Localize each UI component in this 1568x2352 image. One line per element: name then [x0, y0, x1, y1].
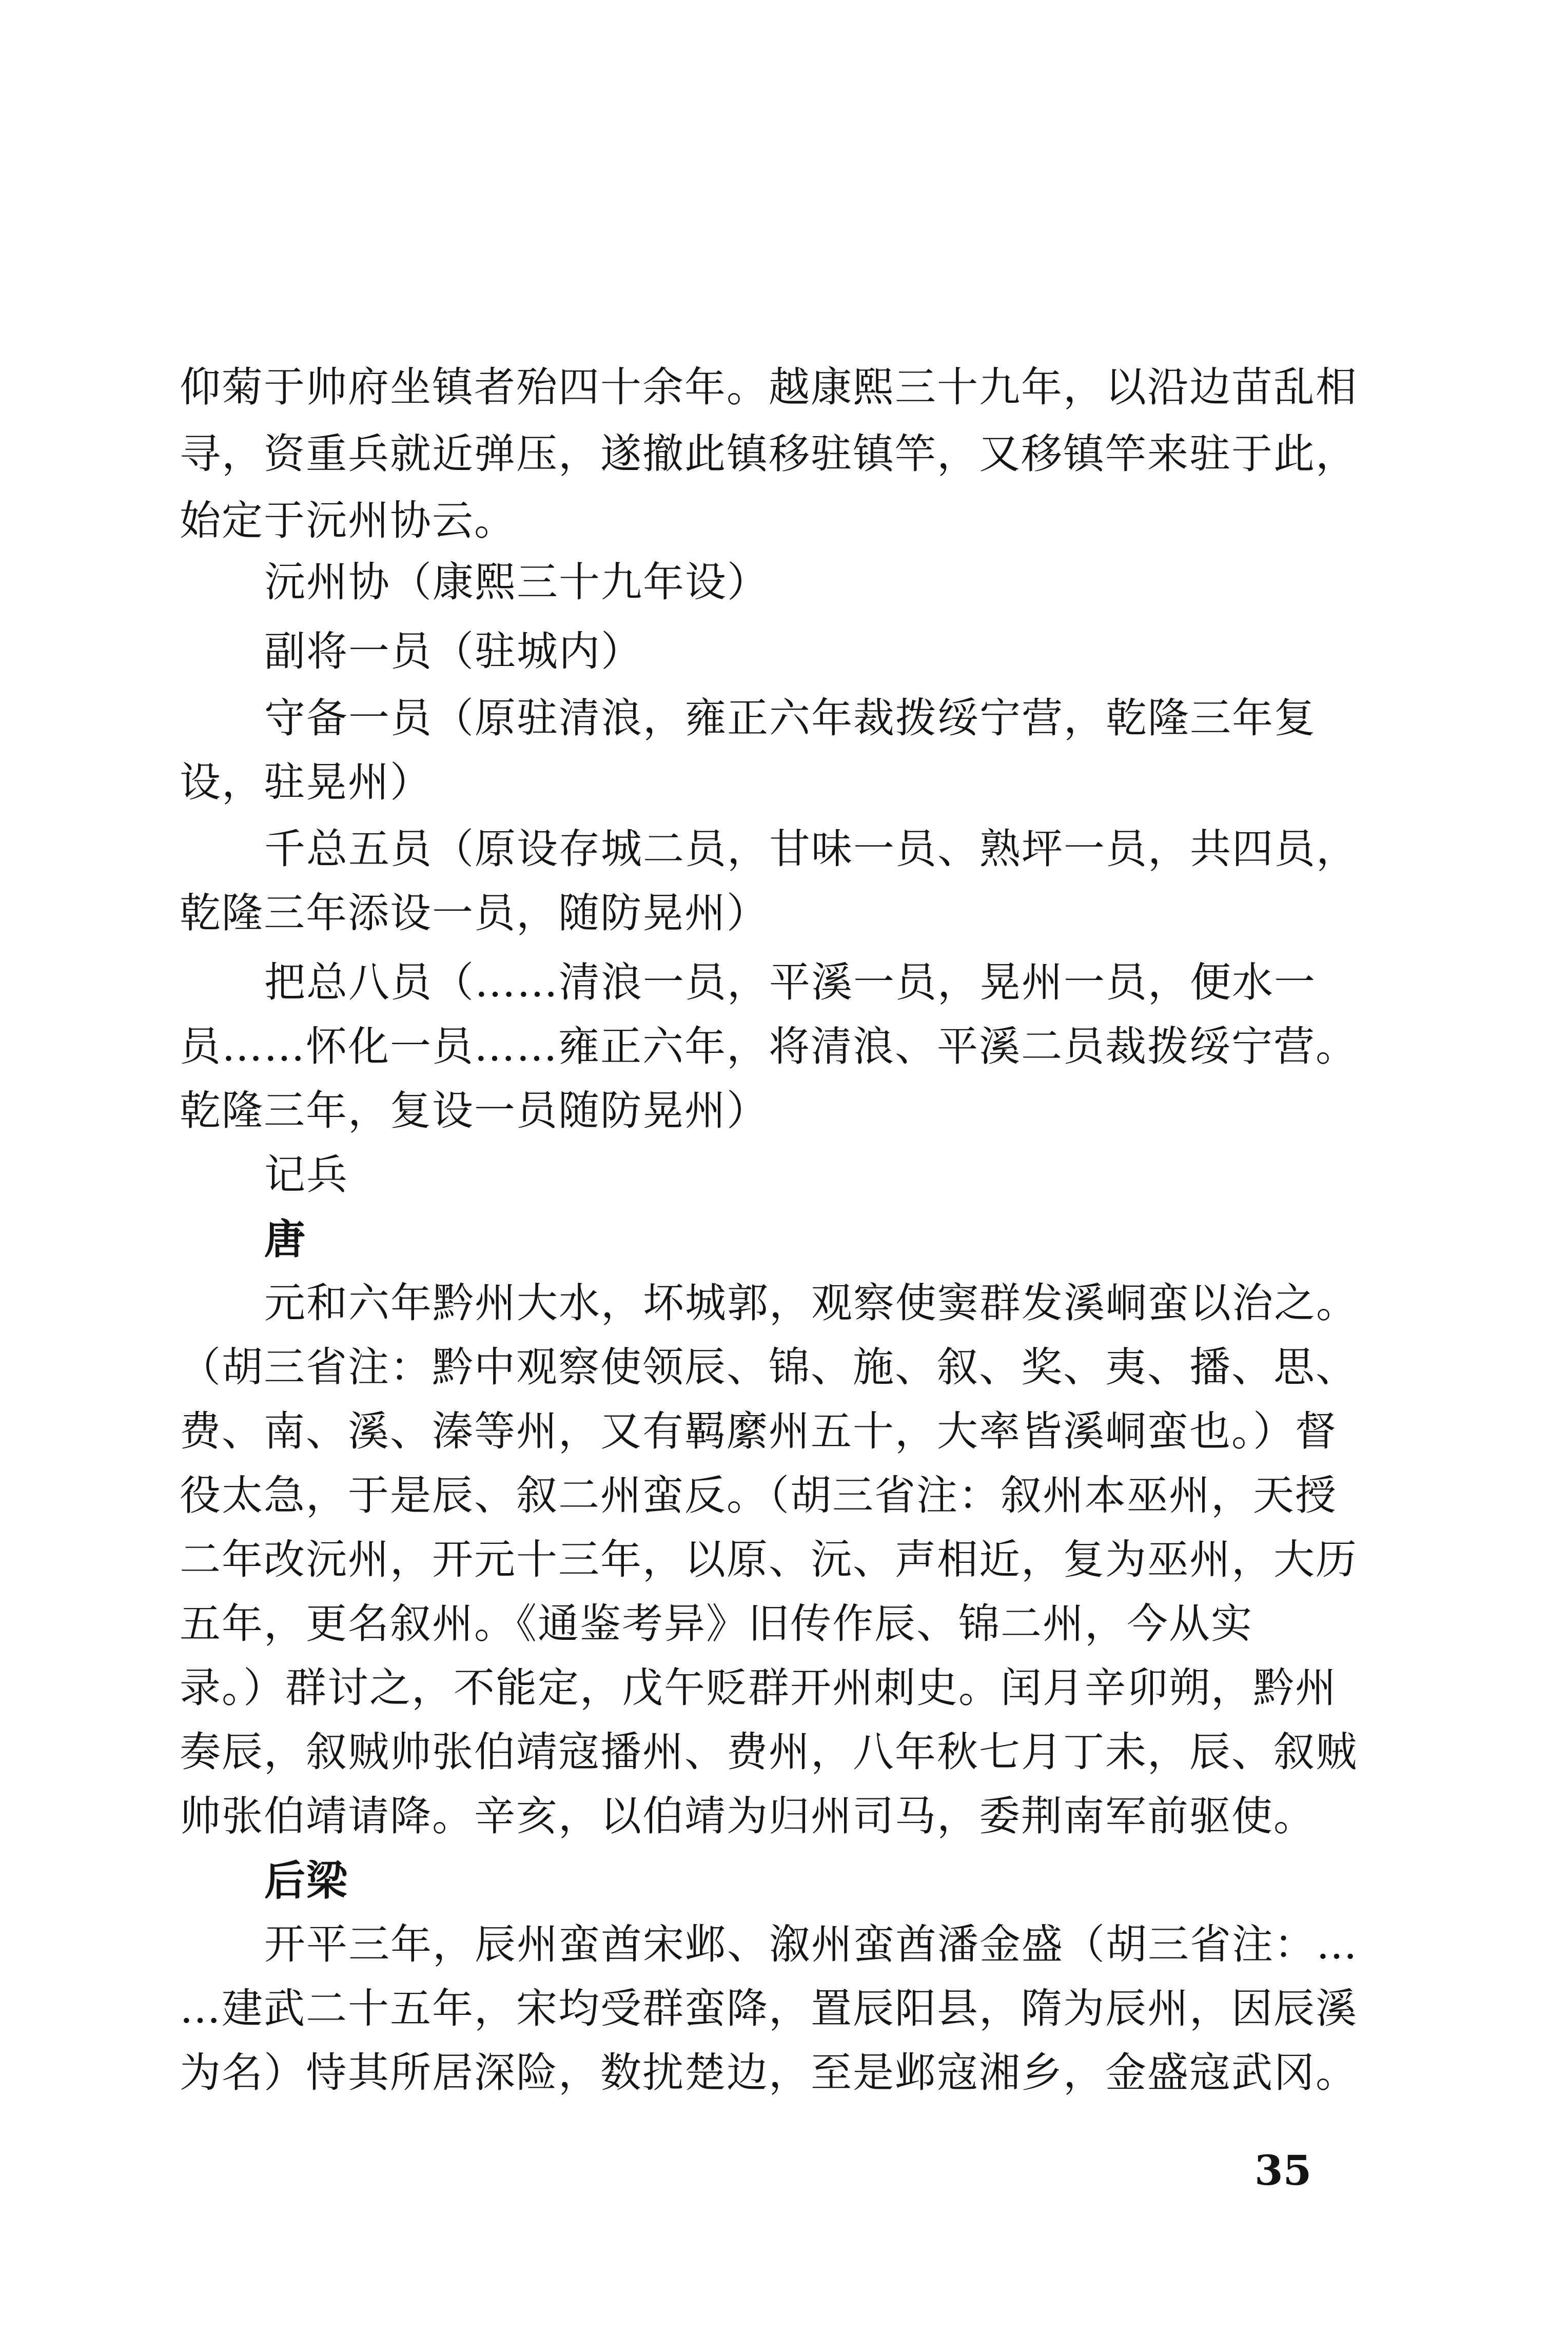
text-line: 乾隆三年，复设一员随防晃州） [180, 1087, 769, 1134]
section-heading: 记兵 [264, 1151, 348, 1199]
section-heading: 后梁 [264, 1856, 348, 1905]
text-line: 守备一员（原驻清浪，雍正六年裁拨绥宁营，乾隆三年复 [264, 694, 1316, 742]
text-line: 开平三年，辰州蛮酋宋邺、溆州蛮酋潘金盛（胡三省注：… [264, 1920, 1358, 1968]
text-line: 员……怀化一员……雍正六年，将清浪、平溪二员裁拨绥宁营。 [180, 1023, 1358, 1070]
text-line: 二年改沅州，开元十三年，以原、沅、声相近，复为巫州，大历 [180, 1536, 1358, 1583]
text-line: 奏辰，叙贼帅张伯靖寇播州、费州，八年秋七月丁未，辰、叙贼 [180, 1728, 1358, 1776]
text-line: 千总五员（原设存城二员，甘味一员、熟坪一员，共四员， [264, 825, 1358, 873]
text-line: 帅张伯靖请降。辛亥，以伯靖为归州司马，委荆南军前驱使。 [180, 1792, 1316, 1840]
text-line: （胡三省注：黔中观察使领辰、锦、施、叙、奖、夷、播、思、 [180, 1343, 1358, 1391]
text-line: …建武二十五年，宋均受群蛮降，置辰阳县，隋为辰州，因辰溪 [180, 1985, 1358, 2032]
text-line: 把总八员（……清浪一员，平溪一员，晃州一员，便水一 [264, 958, 1316, 1006]
text-line: 乾隆三年添设一员，随防晃州） [180, 889, 769, 937]
section-heading: 唐 [264, 1215, 306, 1263]
page-number: 35 [1255, 2146, 1312, 2194]
text-line: 费、南、溪、溱等州，又有羁縻州五十，大率皆溪峒蛮也。）督 [180, 1407, 1337, 1455]
text-line: 设，驻晃州） [180, 758, 432, 806]
text-line: 为名）恃其所居深险，数扰楚边，至是邺寇湘乡，金盛寇武冈。 [180, 2049, 1358, 2096]
text-line: 仰菊于帅府坐镇者殆四十余年。越康熙三十九年，以沿边苗乱相 [180, 363, 1358, 411]
text-line: 元和六年黔州大水，坏城郭，观察使窦群发溪峒蛮以治之。 [264, 1279, 1358, 1327]
text-line: 副将一员（驻城内） [264, 628, 643, 675]
text-line: 沅州协（康熙三十九年设） [264, 558, 769, 606]
text-line: 始定于沅州协云。 [180, 497, 516, 544]
text-line: 五年，更名叙州。《通鉴考异》旧传作辰、锦二州，今从实 [180, 1600, 1253, 1648]
text-line: 录。）群讨之，不能定，戊午贬群开州刺史。闰月辛卯朔，黔州 [180, 1664, 1337, 1712]
text-line: 役太急，于是辰、叙二州蛮反。（胡三省注：叙州本巫州，天授 [180, 1472, 1337, 1519]
text-line: 寻，资重兵就近弹压，遂撤此镇移驻镇竿，又移镇竿来驻于此， [180, 430, 1358, 478]
